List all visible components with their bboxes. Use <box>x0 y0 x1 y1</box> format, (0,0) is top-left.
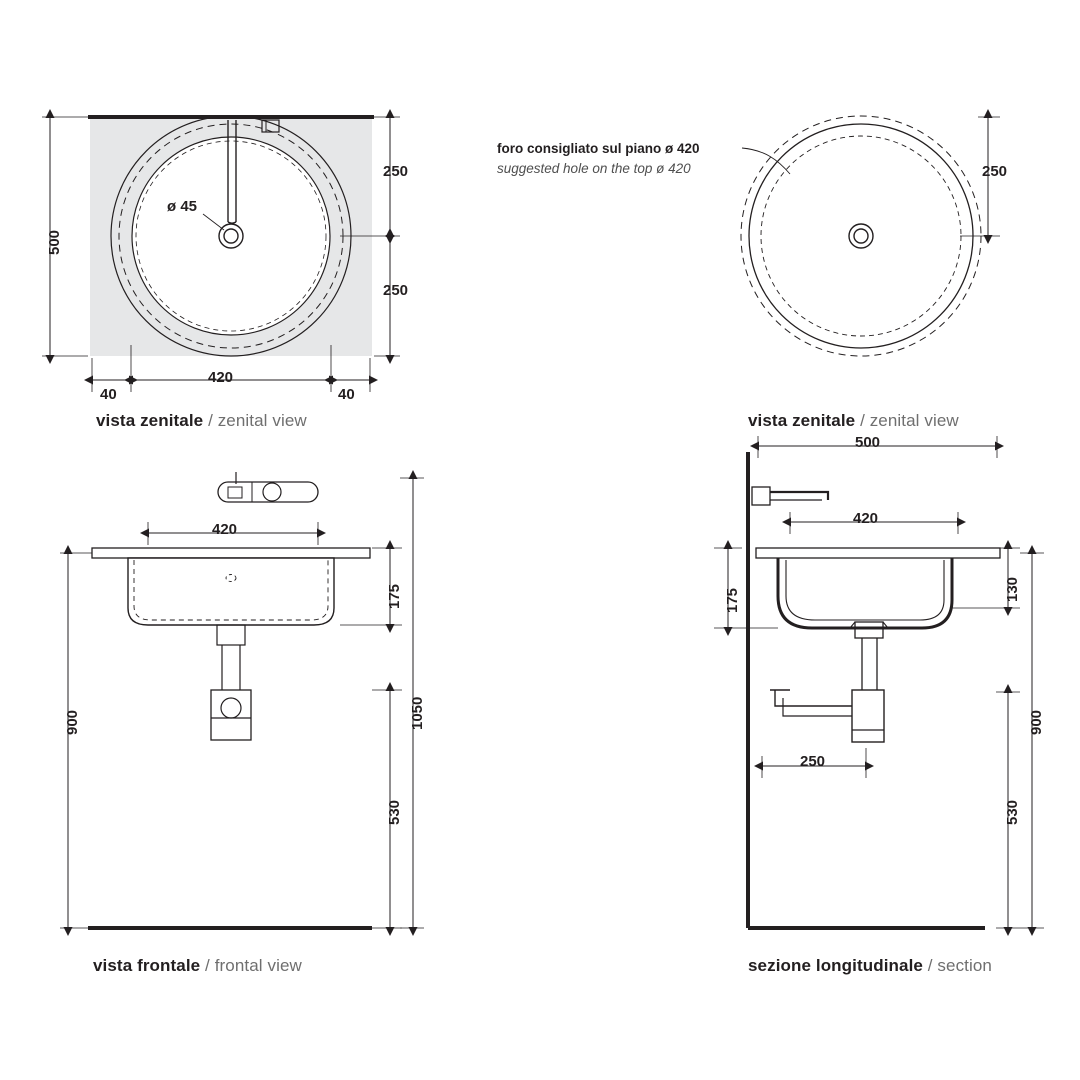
dim-front-floor-height: 900 <box>64 709 81 735</box>
caption-section-light: / section <box>927 956 992 975</box>
caption-top-left <box>96 411 307 431</box>
note-suggested-hole-it: foro consigliato sul piano ø 420 <box>497 141 700 156</box>
dim-top-left-upper: 250 <box>383 163 409 180</box>
dim-drain-hole: ø 45 <box>167 198 198 215</box>
caption-top-right-bold: vista zenitale <box>748 411 856 430</box>
view-top-right <box>741 116 1000 356</box>
dim-front-basin-width: 420 <box>212 521 238 538</box>
dim-section-depth-right: 130 <box>1004 576 1021 602</box>
dim-section-depth-left: 175 <box>724 587 741 613</box>
dim-section-basin-width: 420 <box>853 510 879 527</box>
dim-front-trap-height: 530 <box>386 799 403 825</box>
dim-section-trap-height: 530 <box>1004 799 1021 825</box>
caption-top-left-light: / zenital view <box>208 411 307 430</box>
caption-top-right-light: / zenital view <box>860 411 959 430</box>
note-suggested-hole <box>497 139 700 180</box>
caption-section-bold: sezione longitudinale <box>748 956 923 975</box>
dim-section-floor-height: 900 <box>1028 709 1045 735</box>
caption-front <box>93 956 302 976</box>
caption-front-bold: vista frontale <box>93 956 201 975</box>
view-top-left <box>42 116 400 392</box>
note-suggested-hole-en: suggested hole on the top ø 420 <box>497 161 691 177</box>
caption-front-light: / frontal view <box>205 956 302 975</box>
dim-top-left-offset-right: 40 <box>338 386 355 403</box>
caption-section <box>748 956 992 976</box>
dim-top-left-width: 420 <box>208 369 234 386</box>
dim-top-right-radius: 250 <box>982 163 1008 180</box>
view-front <box>60 472 424 928</box>
dim-top-left-height: 500 <box>46 229 63 255</box>
dim-section-trap-offset: 250 <box>800 753 826 770</box>
caption-top-right <box>748 411 959 431</box>
dim-top-left-lower: 250 <box>383 282 409 299</box>
view-section <box>714 436 1044 928</box>
dim-section-top-width: 500 <box>855 434 881 451</box>
caption-top-left-bold: vista zenitale <box>96 411 204 430</box>
dim-top-left-offset-left: 40 <box>100 386 117 403</box>
dim-front-basin-depth: 175 <box>386 583 403 609</box>
dim-front-total-height: 1050 <box>409 696 426 730</box>
